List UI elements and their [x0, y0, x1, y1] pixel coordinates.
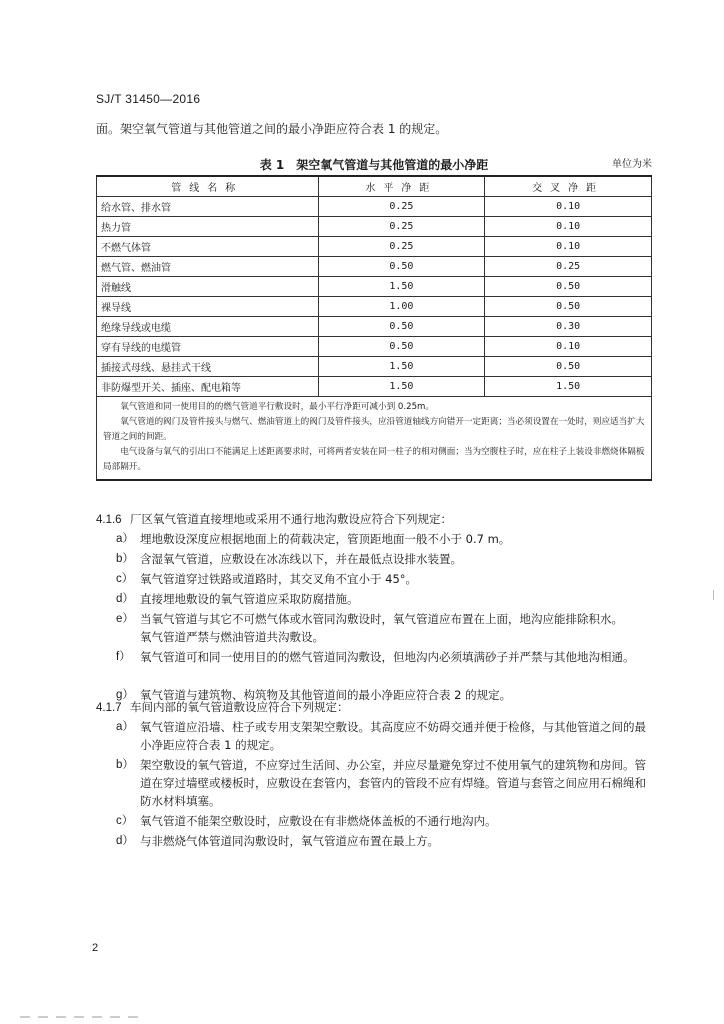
- cross-clearance-cell: 1.50: [485, 377, 652, 397]
- column-header-horizontal: 水平净距: [318, 176, 485, 197]
- item-text: 含湿氧气管道，应敷设在冰冻线以下，并在最低点设排水装置。: [140, 552, 462, 566]
- clause-heading: [96, 698, 656, 717]
- table-header-row: [97, 176, 652, 197]
- pipe-name-cell: 不燃气体管: [97, 237, 319, 257]
- table-notes: [97, 397, 652, 481]
- item-text: 氧气管道穿过铁路或道路时，其交叉角不宜小于 45°。: [140, 572, 418, 586]
- clause-item: [116, 648, 656, 666]
- horizontal-clearance-cell: 1.50: [318, 277, 485, 297]
- table-row: [97, 257, 652, 277]
- table-notes-row: [97, 397, 652, 481]
- horizontal-clearance-cell: 1.00: [318, 297, 485, 317]
- horizontal-clearance-cell: 0.50: [318, 257, 485, 277]
- cross-clearance-cell: 0.10: [485, 337, 652, 357]
- intro-paragraph: 面。架空氧气管道与其他管道之间的最小净距应符合表 1 的规定。: [96, 122, 448, 136]
- horizontal-clearance-cell: 0.25: [318, 217, 485, 237]
- pipe-name-cell: 绝缘导线或电缆: [97, 317, 319, 337]
- horizontal-clearance-cell: 1.50: [318, 377, 485, 397]
- table-note: 氧气管道和同一使用目的的燃气管道平行敷设时，最小平行净距可减小到 0.25m。: [120, 402, 435, 412]
- clause-title: 厂区氧气管道直接埋地或采用不通行地沟敷设应符合下列规定：: [130, 512, 452, 526]
- cross-clearance-cell: 0.25: [485, 257, 652, 277]
- item-text: 直接埋地敷设的氧气管道应采取防腐措施。: [140, 592, 359, 606]
- table-unit: 单位为米: [612, 159, 652, 170]
- pipe-name-cell: 给水管、排水管: [97, 197, 319, 217]
- item-text: 与非燃烧气体管道同沟敷设时，氧气管道应布置在最上方。: [140, 834, 439, 848]
- horizontal-clearance-cell: 0.50: [318, 317, 485, 337]
- table-row: [97, 357, 652, 377]
- item-text: 埋地敷设深度应根据地面上的荷载决定，管顶距地面一般不小于 0.7 m。: [140, 532, 511, 546]
- clause-heading: [96, 510, 656, 529]
- table-row: [97, 217, 652, 237]
- clause-item: [116, 570, 656, 588]
- item-text: 氧气管道严禁与燃油管道共沟敷设。: [140, 630, 324, 644]
- clause-item: [116, 718, 656, 754]
- item-text: 氧气管道应沿墙、柱子或专用支架架空敷设。其高度应不妨碍交通并便于检修，与其他管道之间的最小净距应符合表 1 的规定。: [140, 720, 646, 752]
- column-header-cross: 交叉净距: [485, 176, 652, 197]
- item-marker: c）: [116, 815, 134, 827]
- item-marker: g）: [116, 689, 134, 701]
- table-row: [97, 197, 652, 217]
- clause-item: [116, 530, 656, 548]
- clause-item: [116, 610, 656, 646]
- clause-number: 4.1.7: [96, 702, 122, 714]
- item-text: 氧气管道可和同一使用目的的燃气管道同沟敷设，但地沟内必须填满砂子并严禁与其他地沟相通。: [140, 650, 635, 664]
- table-row: [97, 297, 652, 317]
- item-marker: c）: [116, 573, 134, 585]
- cross-clearance-cell: 0.10: [485, 197, 652, 217]
- page-number: 2: [92, 942, 99, 954]
- item-marker: a）: [116, 533, 134, 545]
- item-text: 当氧气管道与其它不可燃气体或水管同沟敷设时，氧气管道应布置在上面，地沟应能排除积水。: [140, 612, 623, 626]
- table-row: [97, 237, 652, 257]
- item-text: 架空敷设的氧气管道，不应穿过生活间、办公室，并应尽量避免穿过不使用氧气的建筑物和房间。管道在穿过墙壁或楼板时，应敷设在套管内，套管内的管段不应有焊缝。管道与套管之间应用石棉绳和防水材料填塞。: [140, 758, 646, 808]
- item-marker: d）: [116, 593, 134, 605]
- clause-number: 4.1.6: [96, 514, 122, 526]
- clause-item: [116, 590, 656, 608]
- item-marker: a）: [116, 721, 134, 733]
- scan-mark: [713, 590, 714, 600]
- clause-item: [116, 812, 656, 830]
- cross-clearance-cell: 0.10: [485, 217, 652, 237]
- item-marker: f）: [116, 651, 131, 663]
- horizontal-clearance-cell: 0.25: [318, 237, 485, 257]
- table-row: [97, 277, 652, 297]
- pipe-name-cell: 插接式母线、悬挂式干线: [97, 357, 319, 377]
- cross-clearance-cell: 0.50: [485, 277, 652, 297]
- pipe-name-cell: 滑触线: [97, 277, 319, 297]
- item-text: 氧气管道与建筑物、构筑物及其他管道间的最小净距应符合表 2 的规定。: [140, 688, 512, 702]
- standard-code: SJ/T 31450—2016: [96, 92, 201, 106]
- pipe-name-cell: 非防爆型开关、插座、配电箱等: [97, 377, 319, 397]
- clause-item: [116, 756, 656, 810]
- table-row: [97, 337, 652, 357]
- item-marker: b）: [116, 553, 134, 565]
- table-caption-row: [96, 156, 652, 174]
- pipe-name-cell: 穿有导线的电缆管: [97, 337, 319, 357]
- pipe-name-cell: 裸导线: [97, 297, 319, 317]
- item-marker: b）: [116, 759, 134, 771]
- item-marker: d）: [116, 835, 134, 847]
- table-row: [97, 377, 652, 397]
- scan-footer-mark: [20, 1016, 140, 1018]
- item-marker: e）: [116, 613, 134, 625]
- clause-title: 车间内部的氧气管道敷设应符合下列规定：: [130, 700, 349, 714]
- horizontal-clearance-cell: 1.50: [318, 357, 485, 377]
- item-text: 氧气管道不能架空敷设时，应敷设在有非燃烧体盖板的不通行地沟内。: [140, 814, 497, 828]
- clearance-table: [96, 175, 652, 481]
- clause-item: [116, 832, 656, 850]
- cross-clearance-cell: 0.50: [485, 297, 652, 317]
- table-caption: 表 1 架空氧气管道与其他管道的最小净距: [259, 158, 489, 172]
- cross-clearance-cell: 0.30: [485, 317, 652, 337]
- horizontal-clearance-cell: 0.25: [318, 197, 485, 217]
- table-note: 氧气管道的阀门及管件接头与燃气、燃油管道上的阀门及管件接头，应沿管道轴线方向错开一定距离；当必须设置在一处时，则应适当扩大管道之间的间距。: [103, 417, 645, 442]
- pipe-name-cell: 热力管: [97, 217, 319, 237]
- cross-clearance-cell: 0.10: [485, 237, 652, 257]
- column-header-name: 管线名称: [97, 176, 319, 197]
- table-body: [97, 197, 652, 481]
- horizontal-clearance-cell: 0.50: [318, 337, 485, 357]
- cross-clearance-cell: 0.50: [485, 357, 652, 377]
- pipe-name-cell: 燃气管、燃油管: [97, 257, 319, 277]
- table-note: 电气设备与氧气的引出口不能满足上述距离要求时，可将两者安装在同一柱子的相对侧面；当为空腹柱子时，应在柱子上装设非燃烧体隔板局部隔开。: [103, 447, 645, 472]
- clause-item: [116, 550, 656, 568]
- table-row: [97, 317, 652, 337]
